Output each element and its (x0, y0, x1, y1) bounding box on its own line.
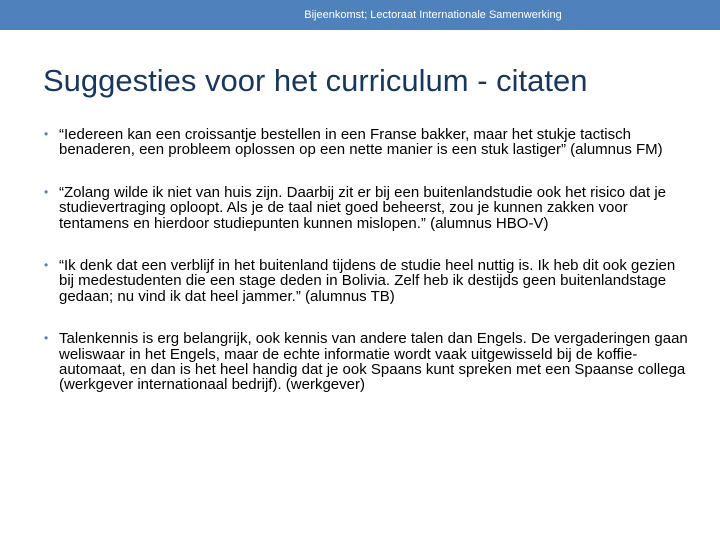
bullet-text-1: “Iedereen kan een croissantje bestellen in een Franse bakker, maar het stukje tactisch benaderen, een probleem oplossen op een nette manier is een stuk lastiger” (alumnus FM) (59, 126, 663, 159)
bullet-list (44, 127, 694, 420)
bullet-item-1 (44, 127, 694, 158)
bullet-item-3 (44, 258, 694, 304)
bullet-icon: • (44, 127, 49, 141)
header-text: Bijeenkomst; Lectoraat Internationale Samenwerking (304, 9, 562, 21)
bullet-text-2: “Zolang wilde ik niet van huis zijn. Daarbij zit er bij een buitenlandstudie ook het risico dat je studievertraging oploopt. Als je de taal niet goed beheerst, zou je kunnen zakken voor tentamens en hierdoor studiepunten kunnen mislopen.” (alumnus HBO-V) (59, 183, 666, 232)
bullet-text-3: “Ik denk dat een verblijf in het buitenland tijdens de studie heel nuttig is. Ik heb dit ook gezien bij medestudenten die een stage deden in Bolivia. Zelf heb ik destijds geen buitenlandstage gedaan; nu vind ik dat heel jammer.” (alumnus TB) (59, 257, 676, 305)
bullet-icon: • (44, 184, 49, 199)
bullet-icon: • (44, 258, 49, 273)
slide-title: Suggesties voor het curriculum - citaten (43, 63, 588, 98)
bullet-text-4: Talenkennis is erg belangrijk, ook kennis van andere talen dan Engels. De vergaderingen gaan weliswaar in het Engels, maar de echte informatie wordt vaak uitgewisseld bij de koffie-automaat, en dan is het heel handig dat je ook Spaans kunt spreken met een Spaanse collega (werkgever internationaal bedrijf). (werkgever) (59, 330, 688, 394)
bullet-item-2 (44, 185, 694, 231)
bullet-icon: • (44, 331, 49, 346)
bullet-item-4 (44, 331, 694, 393)
